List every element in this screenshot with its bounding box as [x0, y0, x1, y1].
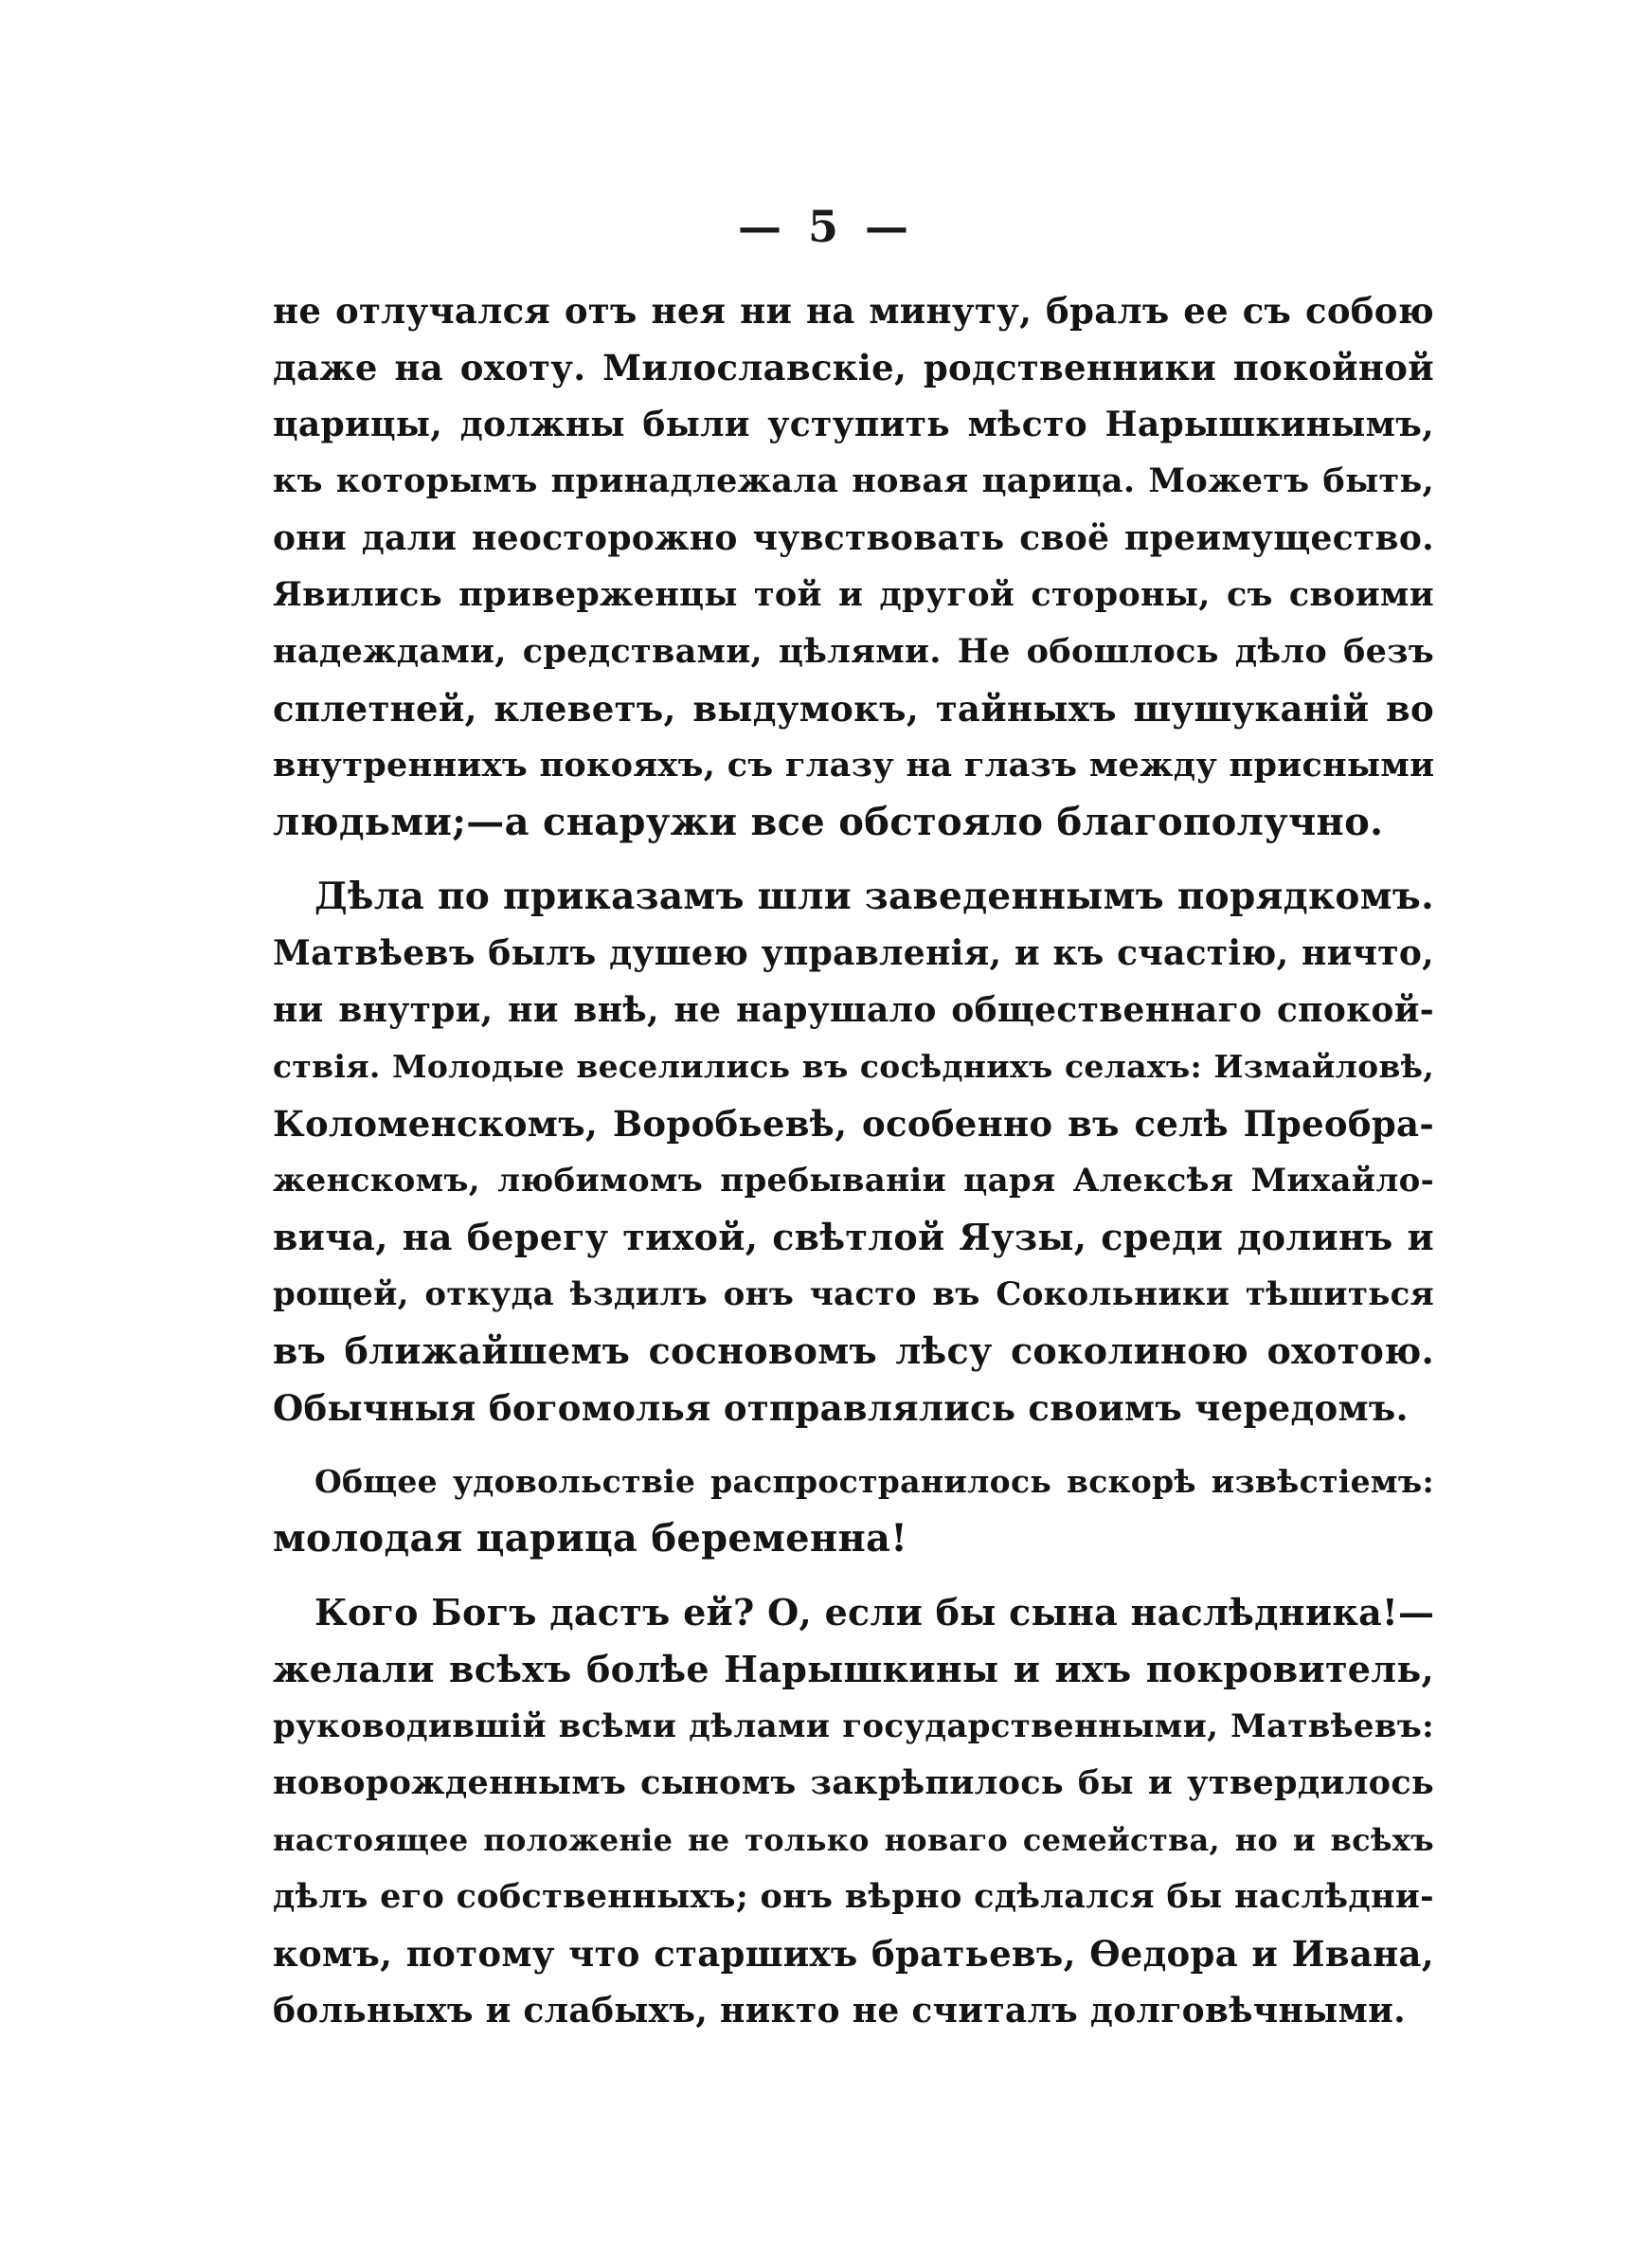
paragraph	[273, 282, 1434, 851]
text-line: Общее удовольствіе распространилось вскорѣ извѣстіемъ:	[314, 1463, 1434, 1500]
text-line: царицы, должны были уступить мѣсто Нарышкинымъ,	[273, 405, 1434, 444]
page-number: — 5 —	[737, 201, 915, 252]
paragraph-spacer	[273, 1436, 1434, 1454]
text-line: руководившій всѣми дѣлами государственными, Матвѣевъ:	[273, 1707, 1434, 1745]
text-line: Кого Богъ дастъ ей? О, если бы сына наслѣдника!—	[314, 1591, 1435, 1634]
text-line: ствія. Молодые веселились въ сосѣднихъ селахъ: Измайловѣ,	[273, 1048, 1434, 1085]
text-line: надеждами, средствами, цѣлями. Не обошлось дѣло безъ	[273, 632, 1434, 671]
text-line: внутреннихъ покояхъ, съ глазу на глазъ между присными	[273, 746, 1435, 785]
text-line: настоящее положеніе не только новаго семейства, но и всѣхъ	[273, 1822, 1434, 1858]
text-line: комъ, потому что старшихъ братьевъ, Ѳедора и Ивана,	[273, 1933, 1434, 1975]
text-line: въ ближайшемъ сосновомъ лѣсу соколиною охотою.	[273, 1329, 1434, 1372]
text-line: Явились приверженцы той и другой стороны, съ своими	[273, 575, 1434, 614]
text-line: Обычныя богомолья отправлялись своимъ чередомъ.	[273, 1387, 1409, 1429]
text-line: больныхъ и слабыхъ, никто не считалъ долговѣчными.	[273, 1991, 1406, 2031]
text-line: молодая царица беременна!	[273, 1516, 908, 1561]
text-line: новорожденнымъ сыномъ закрѣпилось бы и утвердилось	[273, 1763, 1434, 1802]
text-line: рощей, откуда ѣздилъ онъ часто въ Сокольники тѣшиться	[273, 1275, 1434, 1313]
text-line: сплетней, клеветъ, выдумокъ, тайныхъ шушуканій во	[273, 688, 1434, 730]
text-line: дѣлъ его собственныхъ; онъ вѣрно сдѣлался бы наслѣдни-	[273, 1877, 1434, 1916]
text-line: ни внутри, ни внѣ, не нарушало общественнаго спокой-	[273, 990, 1434, 1030]
paragraph	[273, 1584, 1434, 2039]
text-line: женскомъ, любимомъ пребываніи царя Алексѣя Михайло-	[273, 1162, 1434, 1200]
text-line: желали всѣхъ болѣе Нарышкины и ихъ покровитель,	[273, 1648, 1434, 1690]
text-line: Коломенскомъ, Воробьевѣ, особенно въ селѣ Преобра-	[273, 1103, 1434, 1145]
text-line: къ которымъ принадлежала новая царица. Можетъ быть,	[273, 461, 1434, 500]
text-line: Дѣла по приказамъ шли заведеннымъ порядкомъ.	[314, 875, 1435, 918]
text-line: даже на охоту. Милославскіе, родственники покойной	[273, 347, 1434, 388]
paragraph-spacer	[273, 851, 1434, 868]
text-line: вича, на берегу тихой, свѣтлой Яузы, среди долинъ и	[273, 1216, 1434, 1258]
text-line: не отлучался отъ нея ни на минуту, бралъ ее съ собою	[273, 290, 1434, 332]
paragraph	[273, 868, 1434, 1436]
paragraph-spacer	[273, 1567, 1434, 1584]
paragraph	[273, 1454, 1434, 1567]
text-line: людьми;—а снаружи все обстояло благополучно.	[273, 800, 1384, 844]
text-line: Матвѣевъ былъ душею управленія, и къ счастію, ничто,	[273, 933, 1434, 973]
text-line: они дали неосторожно чувствовать своё преимущество.	[273, 518, 1434, 558]
body-text	[273, 282, 1434, 2039]
